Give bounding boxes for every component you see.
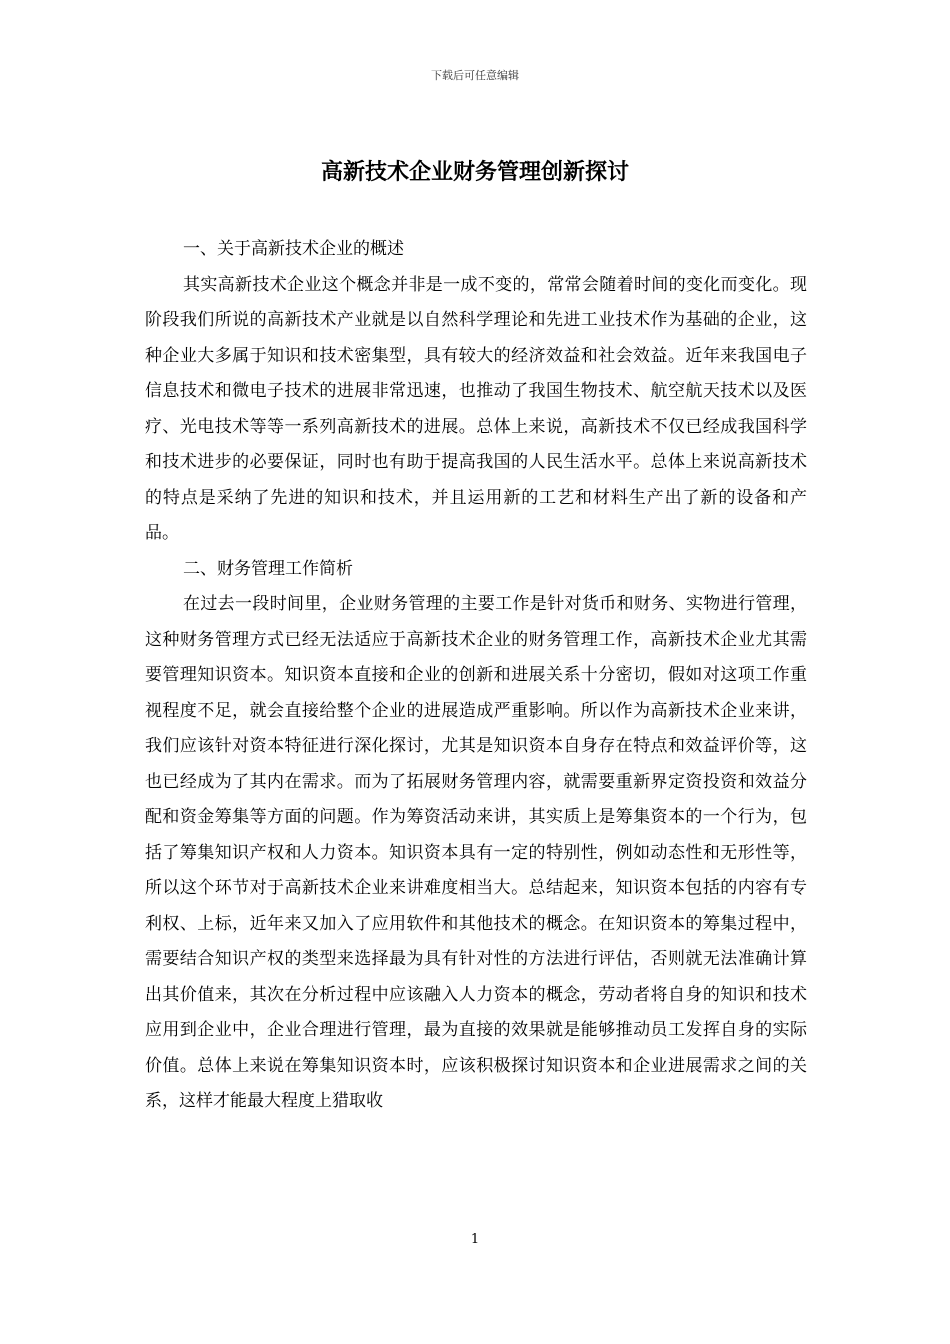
paragraph: 在过去一段时间里，企业财务管理的主要工作是针对货币和财务、实物进行管理，这种财务管理方式已经无法适应于高新技术企业的财务管理工作，高新技术企业尤其需要管理知识资本。知识资本直接和企业的创新和进展关系十分密切，假如对这项工作重视程度不足，就会直接给整个企业的进展造成严重影响。所以作为高新技术企业来讲，我们应该针对资本特征进行深化探讨，尤其是知识资本自身存在特点和效益评价等，这也已经成为了其内在需求。而为了拓展财务管理内容，就需要重新界定资投资和效益分配和资金筹集等方面的问题。作为筹资活动来讲，其实质上是筹集资本的一个行为，包括了筹集知识产权和人力资本。知识资本具有一定的特别性，例如动态性和无形性等，所以这个环节对于高新技术企业来讲难度相当大。总结起来，知识资本包括的内容有专利权、上标，近年来又加入了应用软件和其他技术的概念。在知识资本的筹集过程中，需要结合知识产权的类型来选择最为具有针对性的方法进行评估，否则就无法准确计算出其价值来，其次在分析过程中应该融入人力资本的概念，劳动者将自身的知识和技术应用到企业中，企业合理进行管理，最为直接的效果就是能够推动员工发挥自身的实际价值。总体上来说在筹集知识资本时，应该积极探讨知识资本和企业进展需求之间的关系，这样才能最大程度上猎取收 [145,594,807,1111]
section-heading-2: 二、财务管理工作简析 [183,558,353,579]
paragraph: 其实高新技术企业这个概念并非是一成不变的，常常会随着时间的变化而变化。现阶段我们所说的高新技术产业就是以自然科学理论和先进工业技术作为基础的企业，这种企业大多属于知识和技术密集型，具有较大的经济效益和社会效益。近年来我国电子信息技术和微电子技术的进展非常迅速，也推动了我国生物技术、航空航天技术以及医疗、光电技术等等一系列高新技术的进展。总体上来说，高新技术不仅已经成我国科学和技术进步的必要保证，同时也有助于提高我国的人民生活水平。总体上来说高新技术的特点是采纳了先进的知识和技术，并且运用新的工艺和材料生产出了新的设备和产品。 [145,274,807,543]
document-body [145,232,807,1120]
page-number: 1 [470,1232,480,1247]
section-heading-1: 一、关于高新技术企业的概述 [183,239,404,259]
header-note: 下载后可任意编辑 [431,69,519,82]
document-title: 高新技术企业财务管理创新探讨 [320,160,629,185]
